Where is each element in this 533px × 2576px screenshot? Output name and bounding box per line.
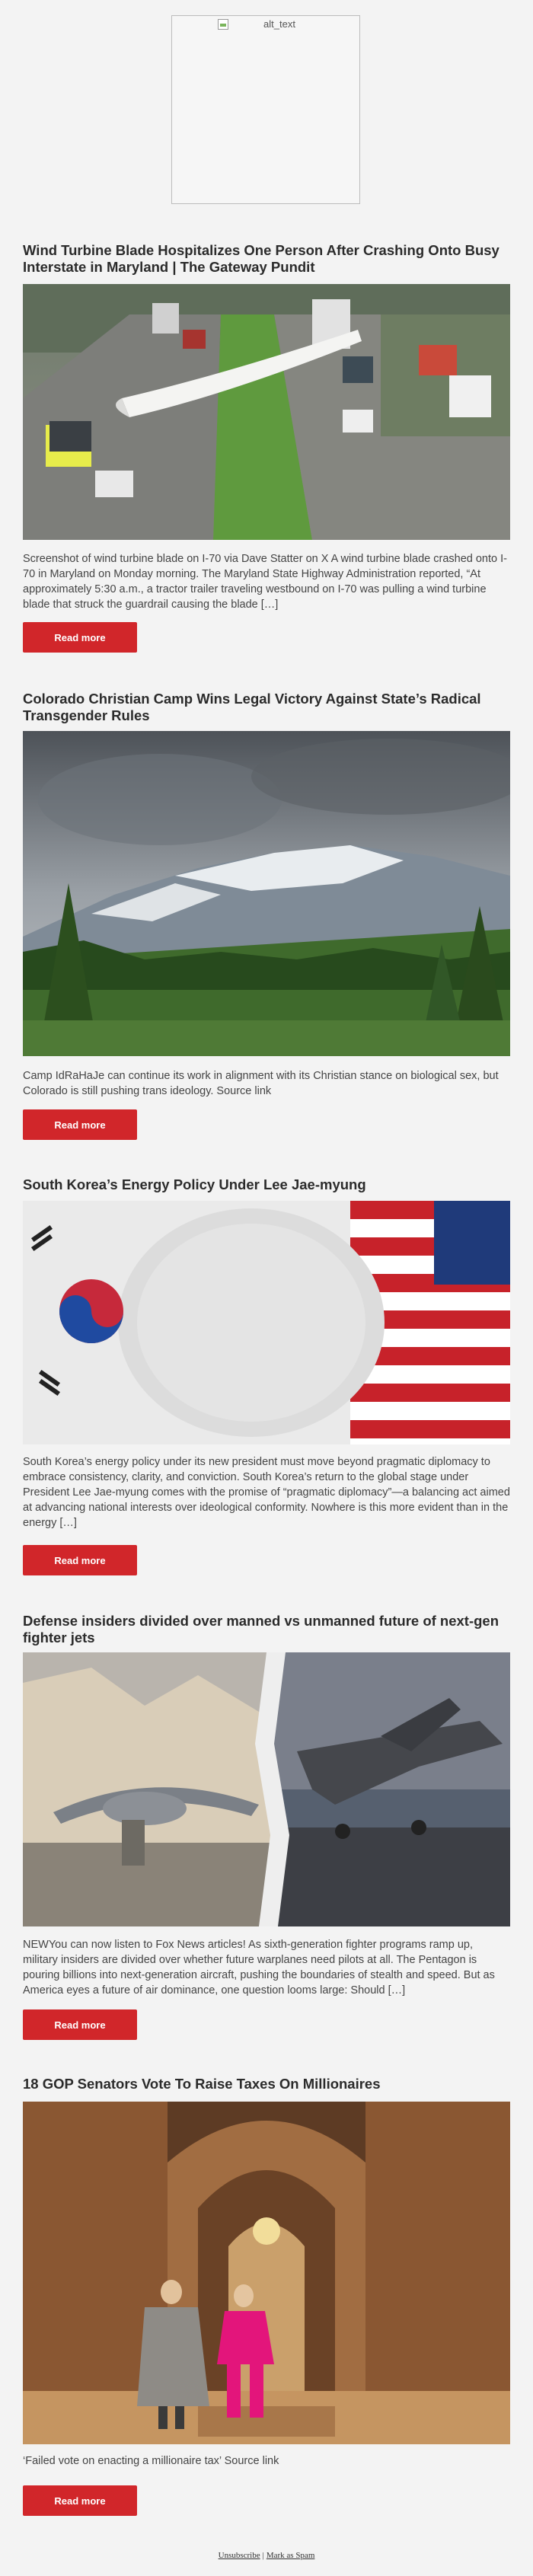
article-excerpt: Camp IdRaHaJe can continue its work in alignment with its Christian stance on biological sex, but Colorado is still pushing trans ideology. Source link bbox=[23, 1070, 499, 1097]
article-title[interactable]: South Korea’s Energy Policy Under Lee Jae-myung bbox=[23, 1176, 366, 1192]
read-more-button[interactable]: Read more bbox=[23, 1545, 137, 1575]
article-title[interactable]: Defense insiders divided over manned vs unmanned future of next-gen fighter jets bbox=[23, 1613, 499, 1646]
article-image-korea-us-flags[interactable] bbox=[23, 1201, 510, 1444]
article-excerpt: NEWYou can now listen to Fox News articles! As sixth-generation fighter programs ramp up, military insiders are divided over whether future warplanes need pilots at all. The Pentagon is pouring billions into next-generation aircraft, pushing the boundaries of stealth and speed. But as America eyes a future of air dominance, one question looms large: Should […] bbox=[23, 1939, 495, 1997]
article-card bbox=[23, 691, 510, 1131]
read-more-button[interactable]: Read more bbox=[23, 2009, 137, 2040]
article-image-wind-turbine[interactable] bbox=[23, 284, 510, 540]
read-more-button[interactable]: Read more bbox=[23, 2485, 137, 2516]
read-more-button[interactable]: Read more bbox=[23, 622, 137, 653]
email-footer bbox=[0, 2551, 533, 2560]
article-title[interactable]: Colorado Christian Camp Wins Legal Victory Against State’s Radical Transgender Rules bbox=[23, 691, 481, 723]
footer-separator: | bbox=[262, 2551, 264, 2560]
article-excerpt: ‘Failed vote on enacting a millionaire tax’ Source link bbox=[23, 2455, 279, 2467]
article-excerpt: South Korea’s energy policy under its new president must move beyond pragmatic diplomacy to embrace consistency, clarity, and conviction. South Korea’s return to the global stage under President Lee Jae-myung comes with the promise of “pragmatic diplomacy”—a balancing act aimed at advancing national interests over ideological conformity. Nowhere is this more evident than in the energy […] bbox=[23, 1456, 510, 1529]
article-image-senate-hallway[interactable] bbox=[23, 2102, 510, 2444]
article-excerpt: Screenshot of wind turbine blade on I-70 via Dave Statter on X A wind turbine blade crashed onto I-70 in Maryland on Monday morning. The Maryland State Highway Administration reported, “At approximately 5:30 a.m., a tractor trailer traveling westbound on I-70 was pulling a wind turbine blade that struck the guardrail causing the blade […] bbox=[23, 553, 507, 611]
logo-image-placeholder bbox=[171, 15, 360, 204]
article-card bbox=[23, 242, 510, 643]
article-title[interactable]: Wind Turbine Blade Hospitalizes One Person After Crashing Onto Busy Interstate in Maryland | The Gateway Pundit bbox=[23, 242, 499, 275]
article-image-mountain-camp[interactable] bbox=[23, 731, 510, 1056]
article-card bbox=[23, 1176, 510, 1566]
article-card bbox=[23, 2076, 510, 2507]
article-image-fighter-jets[interactable] bbox=[23, 1652, 510, 1926]
logo-alt-text: alt_text bbox=[263, 18, 295, 30]
mark-as-spam-link[interactable]: Mark as Spam bbox=[266, 2551, 315, 2560]
read-more-button[interactable]: Read more bbox=[23, 1109, 137, 1140]
article-title[interactable]: 18 GOP Senators Vote To Raise Taxes On Millionaires bbox=[23, 2076, 381, 2092]
article-card bbox=[23, 1613, 510, 2031]
unsubscribe-link[interactable]: Unsubscribe bbox=[218, 2551, 260, 2560]
